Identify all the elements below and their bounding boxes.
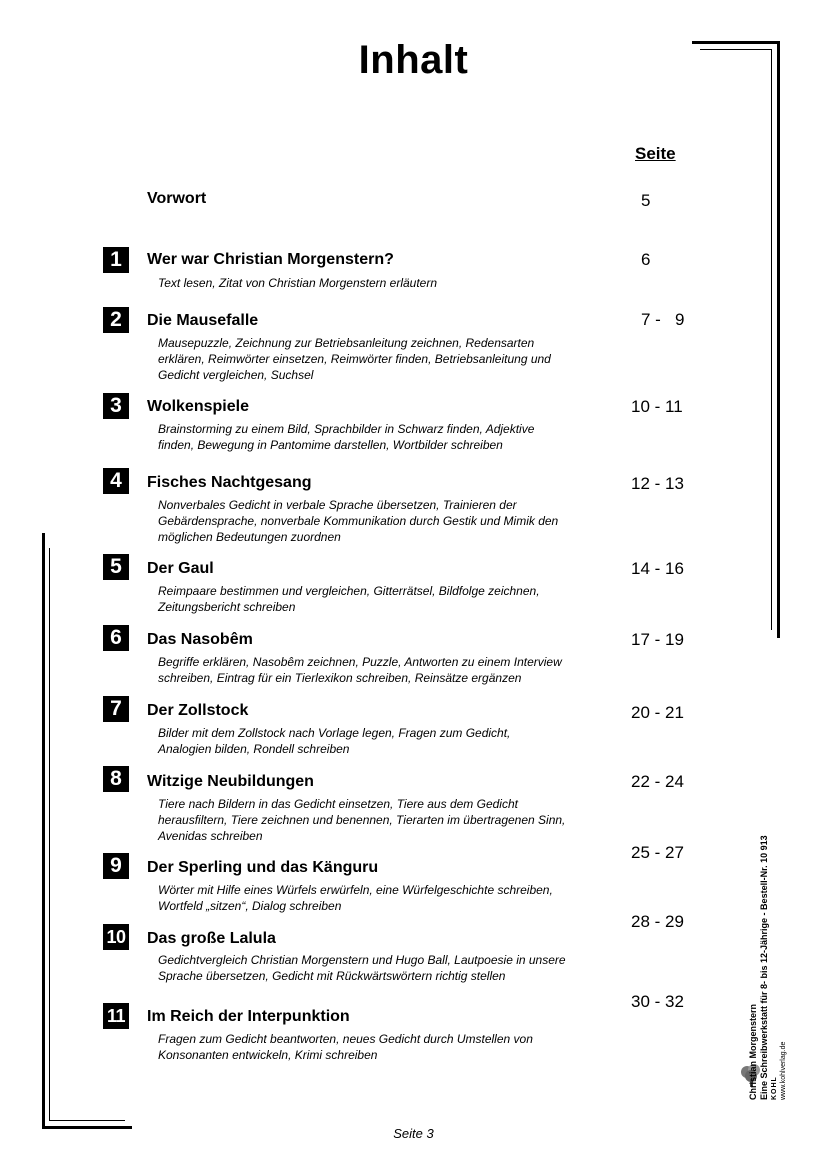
sidebar-book-title: Christian Morgenstern: [748, 1003, 758, 1100]
chapter-description: Fragen zum Gedicht beantworten, neues Gedicht durch Umstellen von Konsonanten entwickeln, Krimi schreiben: [158, 1032, 533, 1062]
frame-line: [777, 41, 780, 638]
chapter-title: Im Reich der Interpunktion: [147, 1008, 350, 1025]
chapter-title: Das Nasobêm: [147, 631, 253, 648]
vorwort-page: 5: [641, 191, 651, 210]
chapter-title: Witzige Neubildungen: [147, 773, 314, 790]
chapter-description: Tiere nach Bildern in das Gedicht einsetzen, Tiere aus dem Gedicht herausfiltern, Tiere zeichnen und benennen, Tierarten im übertragenen Sinn, Avenidas schreiben: [158, 797, 566, 843]
frame-line: [42, 533, 45, 1129]
chapter-page: 17 - 19: [631, 630, 684, 649]
chapter-number: 4: [103, 468, 129, 494]
chapter-page: 30 - 32: [631, 992, 684, 1011]
chapter-description: Wörter mit Hilfe eines Würfels erwürfeln, eine Würfelgeschichte schreiben, Wortfeld „sitzen“, Dialog schreiben: [158, 883, 553, 913]
chapter-title: Der Zollstock: [147, 702, 249, 719]
chapter-description: Nonverbales Gedicht in verbale Sprache übersetzen, Trainieren der Gebärdensprache, nonverbale Kommunikation durch Gestik und Mimik den möglichen Bedeutungen zuordnen: [158, 498, 559, 544]
chapter-title: Wolkenspiele: [147, 398, 249, 415]
frame-line: [692, 41, 780, 44]
chapter-page: 22 - 24: [631, 772, 684, 791]
frame-line: [49, 548, 50, 1121]
frame-line: [700, 49, 772, 50]
chapter-title: Fisches Nachtgesang: [147, 474, 312, 491]
publisher-sidebar: [748, 680, 788, 1100]
chapter-number: 2: [103, 307, 129, 333]
chapter-description: Bilder mit dem Zollstock nach Vorlage legen, Fragen zum Gedicht, Analogien bilden, Rondell schreiben: [158, 726, 511, 756]
chapter-description: Begriffe erklären, Nasobêm zeichnen, Puzzle, Antworten zu einem Interview schreiben, Eintrag für ein Tierlexikon schreiben, Reinsätze ergänzen: [158, 655, 562, 685]
chapter-page: 25 - 27: [631, 843, 684, 862]
chapter-page: 12 - 13: [631, 474, 684, 493]
chapter-title: Der Gaul: [147, 560, 214, 577]
chapter-number: 6: [103, 625, 129, 651]
page-column-header: Seite: [635, 144, 676, 163]
publisher-website: www.kohlverlag.de: [780, 1041, 787, 1100]
chapter-number: 7: [103, 696, 129, 722]
vorwort-title: Vorwort: [147, 190, 207, 207]
chapter-page: 20 - 21: [631, 703, 684, 722]
chapter-description: Mausepuzzle, Zeichnung zur Betriebsanleitung zeichnen, Redensarten erklären, Reimwörter einsetzen, Reimwörter finden, Betriebsanleitung und Gedicht vergleichen, Suchsel: [158, 336, 551, 382]
chapter-description: Brainstorming zu einem Bild, Sprachbilder in Schwarz finden, Adjektive finden, Bewegung in Pantomime darstellen, Wortbilder schreiben: [158, 422, 535, 452]
chapter-number: 10: [103, 924, 129, 950]
frame-line: [42, 1126, 132, 1129]
chapter-number: 9: [103, 853, 129, 879]
sidebar-book-subtitle: Eine Schreibwerkstatt für 8- bis 12-Jährige - Bestell-Nr. 10 913: [759, 835, 769, 1100]
chapter-number: 1: [103, 247, 129, 273]
chapter-description: Reimpaare bestimmen und vergleichen, Gitterrätsel, Bildfolge zeichnen, Zeitungsbericht schreiben: [158, 584, 540, 614]
chapter-description: Text lesen, Zitat von Christian Morgenstern erläutern: [158, 276, 438, 290]
chapter-number: 11: [103, 1003, 129, 1029]
chapter-title: Der Sperling und das Känguru: [147, 859, 379, 876]
frame-line: [49, 1120, 125, 1121]
chapter-page: 6: [641, 250, 651, 269]
chapter-page: 7 - 9: [641, 310, 685, 329]
chapter-number: 5: [103, 554, 129, 580]
chapter-description: Gedichtvergleich Christian Morgenstern und Hugo Ball, Lautpoesie in unsere Sprache übersetzen, Gedicht mit Rückwärtswörtern richtig stellen: [158, 953, 566, 983]
chapter-number: 3: [103, 393, 129, 419]
chapter-page: 28 - 29: [631, 912, 684, 931]
chapter-title: Wer war Christian Morgenstern?: [147, 251, 394, 268]
chapter-page: 10 - 11: [631, 397, 683, 416]
chapter-page: 14 - 16: [631, 559, 684, 578]
frame-line: [771, 49, 772, 630]
page-title: Inhalt: [358, 38, 469, 82]
chapter-title: Das große Lalula: [147, 930, 276, 947]
page-footer: Seite 3: [393, 1126, 434, 1141]
chapter-title: Die Mausefalle: [147, 312, 259, 329]
publisher-name: KOHL: [771, 1076, 778, 1100]
chapter-number: 8: [103, 766, 129, 792]
